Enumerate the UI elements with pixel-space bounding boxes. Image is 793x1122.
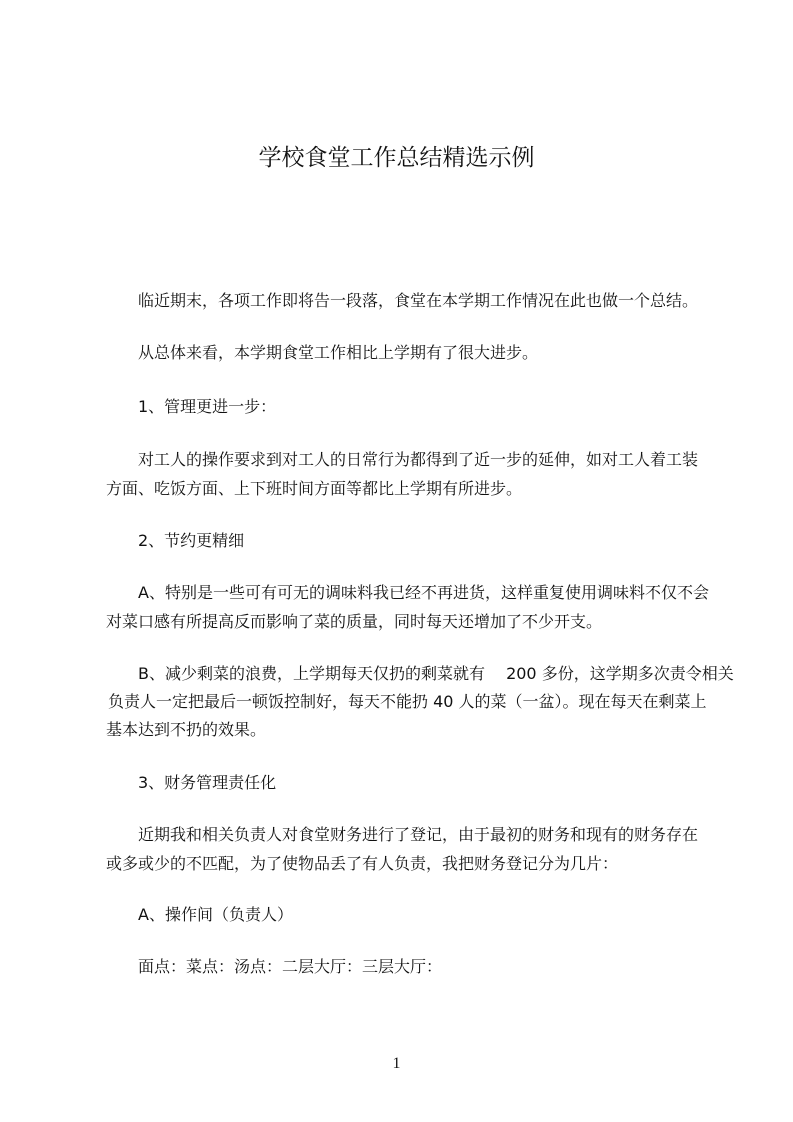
paragraph-line: 从总体来看，本学期食堂工作相比上学期有了很大进步。: [138, 343, 539, 362]
paragraph-line: 方面、吃饭方面、上下班时间方面等都比上学期有所进步。: [106, 479, 523, 498]
paragraph-line: 近期我和相关负责人对食堂财务进行了登记，由于最初的财务和现有的财务存在: [138, 825, 699, 844]
section-heading: 2、节约更精细: [138, 531, 245, 550]
paragraph-line: 基本达到不扔的效果。: [106, 720, 267, 739]
paragraph-line: A、操作间（负责人）: [138, 905, 293, 924]
section-heading: 1、管理更进一步：: [138, 397, 277, 416]
paragraph-line: 临近期末，各项工作即将告一段落，食堂在本学期工作情况在此也做一个总结。: [138, 291, 699, 310]
section-heading: 3、财务管理责任化: [138, 773, 277, 792]
paragraph-line: 对菜口感有所提高反而影响了菜的质量，同时每天还增加了不少开支。: [106, 612, 603, 631]
paragraph-line: A、特别是一些可有可无的调味料我已经不再进货，这样重复使用调味料不仅不会: [138, 583, 709, 602]
paragraph-line: 面点：菜点：汤点：二层大厅：三层大厅：: [138, 957, 443, 976]
paragraph-line: 负责人一定把最后一顿饭控制好，每天不能扔 40 人的菜（一盆）。现在每天在剩菜上: [108, 692, 707, 711]
document-title: 学校食堂工作总结精选示例: [258, 145, 535, 171]
paragraph-line: 或多或少的不匹配，为了使物品丢了有人负责，我把财务登记分为几片：: [106, 854, 619, 873]
page-number: 1: [392, 1055, 401, 1072]
paragraph-line: 对工人的操作要求到对工人的日常行为都得到了近一步的延伸，如对工人着工装: [138, 450, 699, 469]
paragraph-line: B、减少剩菜的浪费，上学期每天仅扔的剩菜就有 200 多份，这学期多次责令相关: [138, 664, 734, 683]
